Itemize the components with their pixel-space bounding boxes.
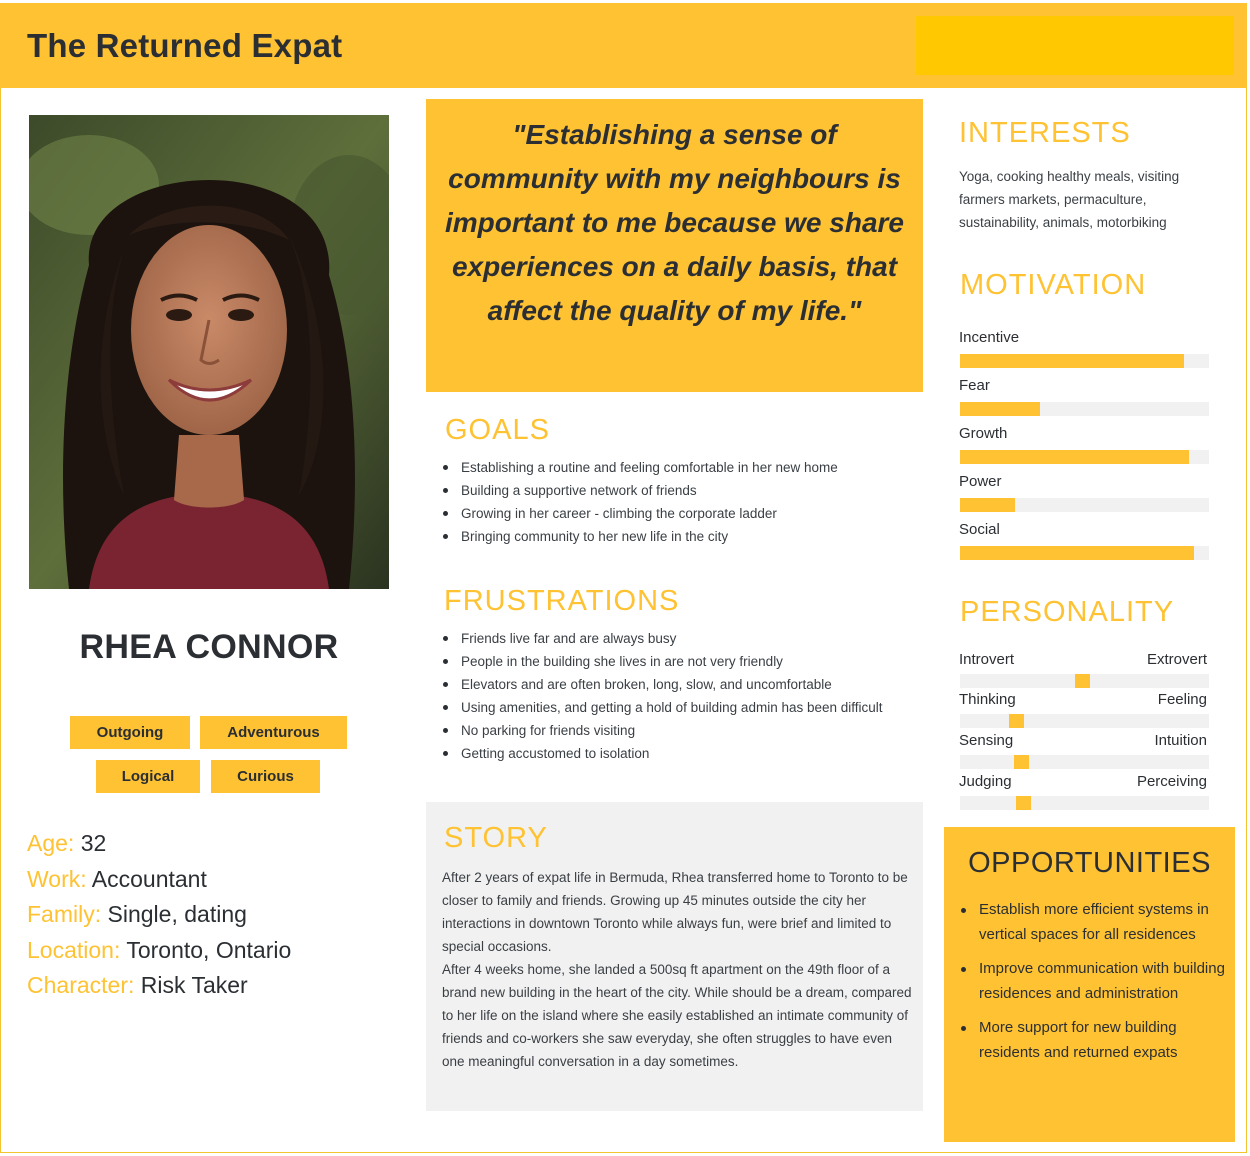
personality-marker (1009, 714, 1024, 728)
motivation-fill (960, 450, 1189, 464)
motivation-label-incentive: Incentive (959, 329, 1020, 346)
motivation-bar-power (960, 498, 1209, 512)
list-item: Getting accustomed to isolation (442, 742, 892, 765)
header-bar (0, 3, 1247, 88)
info-character: Character: Risk Taker (27, 972, 248, 998)
personality-scale-thinking-feeling (960, 714, 1209, 728)
story-paragraph: After 2 years of expat life in Bermuda, Rhea transferred home to Toronto to be closer to family and friends. Growing up 45 minutes outside the city her interactions in downtown Toronto while always fun, were brief and limited to special occasions. (442, 870, 908, 954)
personality-label-introvert: Introvert (959, 651, 1015, 668)
list-item: Elevators and are often broken, long, slow, and uncomfortable (442, 673, 892, 696)
motivation-bar-growth (960, 450, 1209, 464)
page-title: The Returned Expat (27, 27, 343, 64)
info-location: Location: Toronto, Ontario (27, 936, 292, 963)
story-text (442, 866, 916, 1073)
motivation-fill (960, 546, 1194, 560)
personality-label-perceiving: Perceiving (1136, 773, 1207, 790)
motivation-bar-social (960, 546, 1209, 560)
persona-photo-illustration (29, 115, 389, 589)
info-family: Family: Single, dating (27, 901, 247, 927)
list-item: Bringing community to her new life in the city (442, 525, 912, 548)
trait-tag-adventurous: Adventurous (200, 716, 347, 749)
trait-tag-outgoing: Outgoing (70, 716, 190, 749)
personality-label-feeling: Feeling (1157, 691, 1207, 708)
motivation-fill (960, 498, 1015, 512)
personality-marker (1014, 755, 1029, 769)
interests-text: Yoga, cooking healthy meals, visiting farmers markets, permaculture, sustainability, animals, motorbiking (959, 169, 1180, 230)
personality-label-sensing: Sensing (959, 732, 1014, 749)
persona-quote: "Establishing a sense of community with my neighbours is important to me because we share experiences on a daily basis, that affect the quality of my life." (444, 119, 905, 326)
motivation-label-fear: Fear (959, 377, 990, 394)
list-item: More support for new building residents and returned expats (960, 1016, 1225, 1065)
motivation-fill (960, 354, 1184, 368)
story-paragraph: After 4 weeks home, she landed a 500sq ft apartment on the 49th floor of a brand new building in the heart of the city. While should be a dream, compared to her life on the island where she easily established an intimate community of friends and co-workers she saw everyday, she often struggles to have even one meaningful conversation in a day sometimes. (442, 962, 912, 1069)
story-heading: STORY (444, 822, 548, 854)
header-accent-block (916, 16, 1234, 75)
opportunities-heading: OPPORTUNITIES (968, 847, 1211, 879)
list-item: Growing in her career - climbing the corporate ladder (442, 502, 912, 525)
interests-heading: INTERESTS (959, 117, 1131, 149)
info-work: Work: Accountant (27, 865, 207, 892)
frustrations-heading: FRUSTRATIONS (444, 585, 680, 617)
list-item: Establish more efficient systems in vertical spaces for all residences (960, 898, 1225, 947)
info-age: Age: 32 (27, 830, 107, 856)
story-panel (426, 802, 923, 1111)
personality-marker (1075, 674, 1090, 688)
list-item: People in the building she lives in are not very friendly (442, 650, 892, 673)
list-item: Building a supportive network of friends (442, 479, 912, 502)
personality-heading: PERSONALITY (960, 596, 1175, 628)
persona-info-list (27, 826, 407, 1004)
personality-label-intuition: Intuition (1154, 732, 1207, 749)
personality-label-judging: Judging (959, 773, 1012, 790)
goals-heading: GOALS (445, 414, 550, 446)
list-item: No parking for friends visiting (442, 719, 892, 742)
persona-photo (29, 115, 389, 589)
list-item: Improve communication with building residences and administration (960, 957, 1225, 1006)
personality-marker (1016, 796, 1031, 810)
motivation-bar-fear (960, 402, 1209, 416)
list-item: Friends live far and are always busy (442, 627, 892, 650)
motivation-label-power: Power (959, 473, 1002, 490)
personality-label-thinking: Thinking (959, 691, 1016, 708)
frustrations-list (442, 627, 892, 765)
opportunities-list (960, 898, 1225, 1075)
motivation-bar-incentive (960, 354, 1209, 368)
personality-scale-sensing-intuition (960, 755, 1209, 769)
goals-list (442, 456, 912, 548)
opportunities-panel (944, 827, 1235, 1142)
list-item: Establishing a routine and feeling comfortable in her new home (442, 456, 912, 479)
persona-name: RHEA CONNOR (79, 628, 339, 666)
personality-scale-judging-perceiving (960, 796, 1209, 810)
personality-label-extrovert: Extrovert (1146, 651, 1207, 668)
motivation-label-social: Social (959, 521, 1000, 538)
motivation-heading: MOTIVATION (960, 269, 1147, 301)
trait-tag-logical: Logical (96, 760, 200, 793)
motivation-label-growth: Growth (959, 425, 1008, 442)
personality-scale-introvert-extrovert (960, 674, 1209, 688)
quote-box (426, 99, 923, 392)
motivation-fill (960, 402, 1040, 416)
trait-tag-curious: Curious (211, 760, 320, 793)
list-item: Using amenities, and getting a hold of building admin has been difficult (442, 696, 892, 719)
